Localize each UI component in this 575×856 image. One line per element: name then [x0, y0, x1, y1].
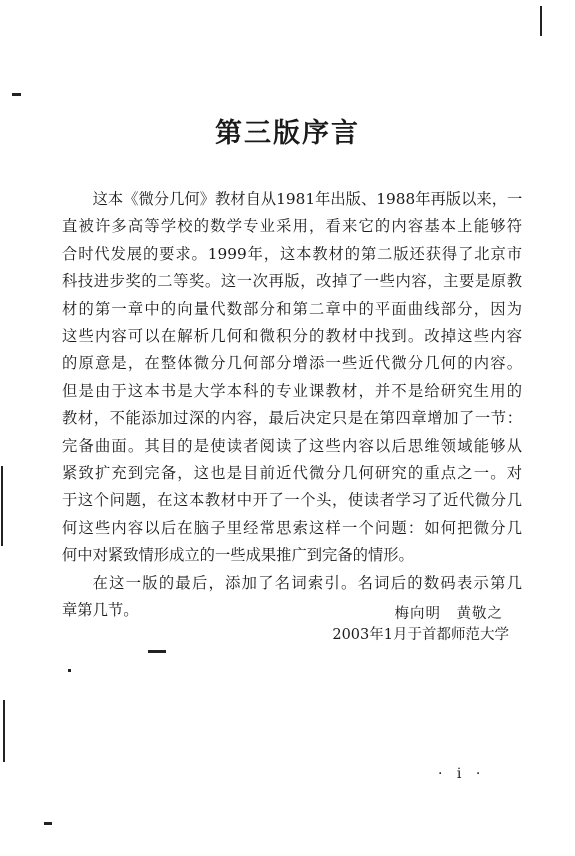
body-line: 这本《微分几何》教材自从1981年出版、1988年再版以来，一 [92, 190, 522, 208]
body-line: 直被许多高等学校的数学专业采用，看来它的内容基本上能够符 [62, 217, 522, 236]
body-line: 科技进步奖的二等奖。这一次再版，改掉了一些内容，主要是原教 [62, 272, 522, 291]
preface-body [62, 186, 522, 625]
scan-mark [12, 93, 21, 96]
body-line: 紧致扩充到完备，这也是目前近代微分几何研究的重点之一。对 [62, 464, 522, 483]
scan-mark [1, 466, 3, 546]
scan-mark [148, 650, 166, 653]
body-line: 完备曲面。其目的是使读者阅读了这些内容以后思维领域能够从 [62, 436, 522, 455]
body-line: 合时代发展的要求。1999年，这本教材的第二版还获得了北京市 [62, 244, 522, 263]
scan-mark [3, 700, 5, 762]
body-line: 的原意是，在整体微分几何部分增添一些近代微分几何的内容。 [62, 354, 522, 373]
author-names: 梅向明 黄敬之 [394, 606, 503, 622]
scan-mark [44, 822, 52, 825]
body-line: 材的第一章中的向量代数部分和第二章中的平面曲线部分，因为 [62, 299, 522, 318]
body-line: 何中对紧致情形成立的一些成果推广到完备的情形。 [62, 546, 414, 565]
page-number: · i · [438, 766, 486, 782]
scan-mark [540, 6, 542, 36]
body-line: 这些内容可以在解析几何和微积分的教材中找到。改掉这些内容 [62, 327, 522, 346]
body-line: 于这个问题，在这本教材中开了一个头，使读者学习了近代微分几 [62, 491, 522, 510]
scan-mark [68, 669, 71, 672]
body-line: 在这一版的最后，添加了名词索引。名词后的数码表示第几 [92, 573, 522, 592]
page-title: 第三版序言 [215, 118, 360, 149]
date-place: 2003年1月于首都师范大学 [332, 627, 509, 643]
body-line: 教材，不能添加过深的内容，最后决定只是在第四章增加了一节： [62, 409, 522, 428]
body-line: 何这些内容以后在脑子里经常思索这样一个问题：如何把微分几 [62, 518, 522, 537]
body-line: 但是由于这本书是大学本科的专业课教材，并不是给研究生用的 [62, 381, 522, 400]
body-line: 章第几节。 [62, 601, 139, 620]
